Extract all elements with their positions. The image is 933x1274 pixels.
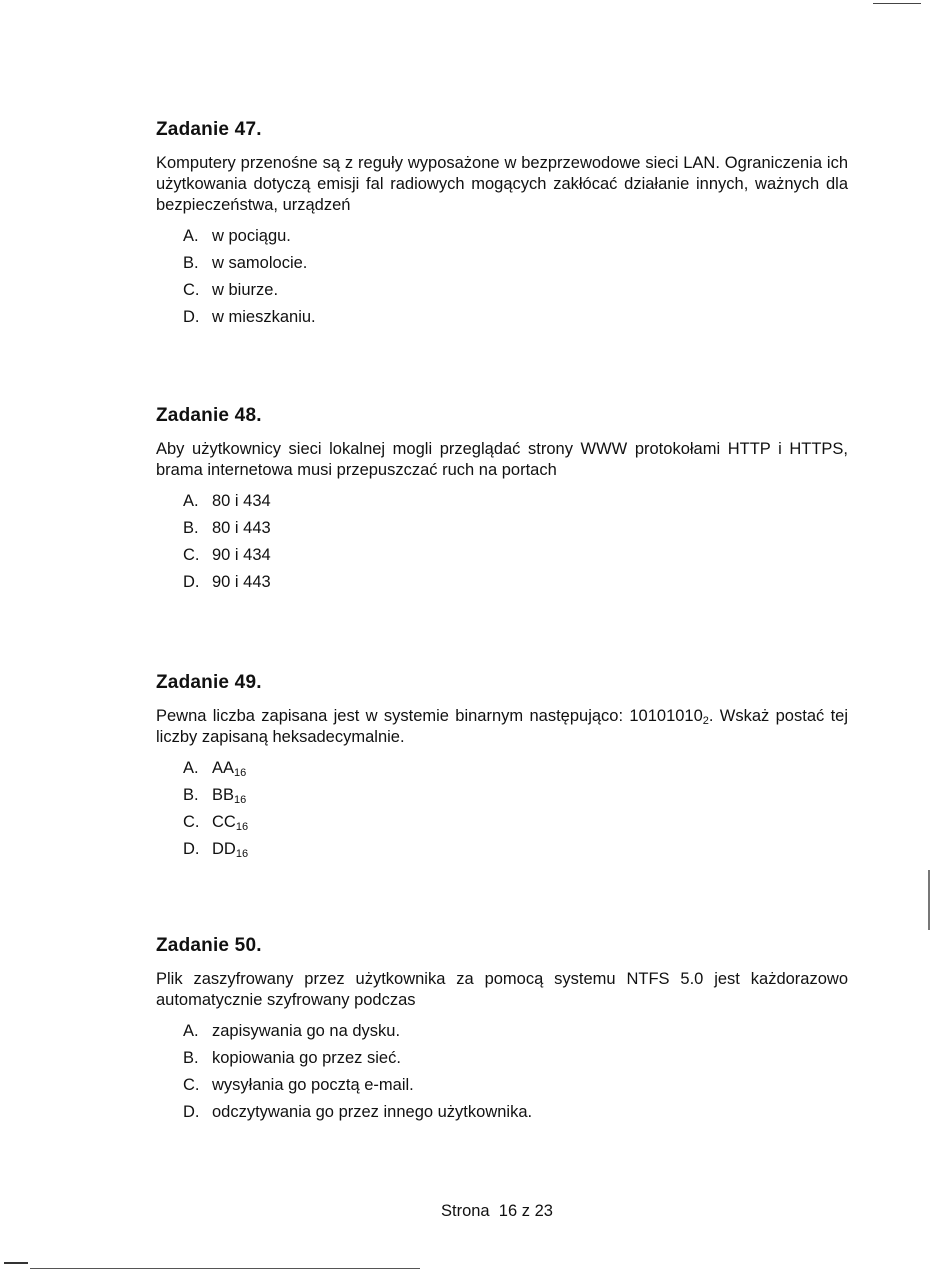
task-48 (156, 405, 848, 599)
question-text-part: Pewna liczba zapisana jest w systemie binarnym następująco: 10101010 (156, 707, 703, 725)
option-text: w mieszkaniu. (212, 308, 316, 326)
task-title: Zadanie 48. (156, 405, 262, 426)
answer-option-b (183, 518, 848, 545)
option-letter: D. (183, 308, 200, 326)
page-of: z (521, 1202, 530, 1220)
option-letter: C. (183, 546, 200, 564)
option-text: 90 i 434 (212, 546, 271, 564)
answer-option-d (183, 1102, 848, 1129)
option-text: wysyłania go pocztą e-mail. (212, 1076, 414, 1094)
answer-option-d (183, 572, 848, 599)
page-footer (441, 1202, 553, 1221)
option-text: 80 i 443 (212, 519, 271, 537)
option-text: zapisywania go na dysku. (212, 1022, 401, 1040)
task-title: Zadanie 49. (156, 672, 262, 693)
page-total: 23 (534, 1202, 553, 1220)
option-text (212, 839, 248, 866)
task-question: Komputery przenośne są z reguły wyposażone w bezprzewodowe sieci LAN. Ograniczenia ich użytkowania dotyczą emisji fal radiowych mogących zakłócać działanie innych, ważnych dla bezpieczeństwa, urządzeń (156, 154, 848, 214)
task-47 (156, 119, 848, 334)
option-letter: A. (183, 1022, 199, 1040)
task-title: Zadanie 50. (156, 935, 262, 956)
option-letter: B. (183, 786, 199, 804)
option-letter: C. (183, 813, 200, 831)
answer-option-b (183, 785, 848, 812)
option-text: 80 i 434 (212, 492, 271, 510)
option-letter: B. (183, 1049, 199, 1067)
hex-base-subscript: 16 (235, 821, 249, 833)
page-label: Strona (441, 1202, 490, 1220)
option-text: 90 i 443 (212, 573, 271, 591)
option-value: AA (212, 759, 235, 777)
option-text: w samolocie. (212, 254, 308, 272)
answer-option-c (183, 1075, 848, 1102)
hex-base-subscript: 16 (234, 794, 247, 806)
scan-artifact-bottom-line (30, 1268, 420, 1269)
option-letter: A. (183, 492, 199, 510)
answer-option-a (183, 491, 848, 518)
answer-option-c (183, 812, 848, 839)
option-text (212, 785, 246, 812)
scan-artifact-bottom-mark (4, 1262, 28, 1264)
option-letter: B. (183, 254, 199, 272)
answer-options (183, 226, 848, 334)
answer-option-c (183, 545, 848, 572)
option-text: kopiowania go przez sieć. (212, 1049, 401, 1067)
option-letter: D. (183, 840, 200, 858)
answer-options (183, 758, 848, 866)
binary-base-subscript: 2 (702, 715, 709, 727)
option-text (212, 812, 248, 839)
task-title: Zadanie 47. (156, 119, 262, 140)
option-value: BB (212, 786, 235, 804)
option-text (212, 758, 246, 785)
option-letter: A. (183, 227, 199, 245)
hex-base-subscript: 16 (235, 848, 249, 860)
answer-option-c (183, 280, 848, 307)
scan-artifact-top-line (873, 3, 921, 4)
answer-option-a (183, 226, 848, 253)
answer-options (183, 1021, 848, 1129)
hex-base-subscript: 16 (234, 767, 247, 779)
task-question (156, 706, 848, 748)
option-value: DD (212, 840, 236, 858)
option-value: CC (212, 813, 236, 831)
question-text-part: . Wskaż postać tej liczby zapisaną heksadecymalnie. (156, 707, 848, 746)
option-text: w biurze. (212, 281, 279, 299)
option-text: w pociągu. (212, 227, 291, 245)
answer-option-a (183, 758, 848, 785)
option-letter: C. (183, 1076, 200, 1094)
option-letter: A. (183, 759, 199, 777)
answer-option-b (183, 253, 848, 280)
answer-option-d (183, 839, 848, 866)
page-number: 16 (498, 1202, 518, 1220)
option-letter: D. (183, 1103, 200, 1121)
answer-options (183, 491, 848, 599)
option-text: odczytywania go przez innego użytkownika. (212, 1103, 533, 1121)
option-letter: C. (183, 281, 200, 299)
task-49 (156, 672, 848, 866)
answer-option-a (183, 1021, 848, 1048)
task-50 (156, 935, 848, 1129)
answer-option-d (183, 307, 848, 334)
option-letter: B. (183, 519, 199, 537)
answer-option-b (183, 1048, 848, 1075)
option-letter: D. (183, 573, 200, 591)
task-question: Aby użytkownicy sieci lokalnej mogli przeglądać strony WWW protokołami HTTP i HTTPS, brama internetowa musi przepuszczać ruch na portach (156, 440, 848, 479)
task-question: Plik zaszyfrowany przez użytkownika za pomocą systemu NTFS 5.0 jest każdorazowo automatycznie szyfrowany podczas (156, 970, 848, 1009)
scan-artifact-right-edge (928, 870, 930, 930)
